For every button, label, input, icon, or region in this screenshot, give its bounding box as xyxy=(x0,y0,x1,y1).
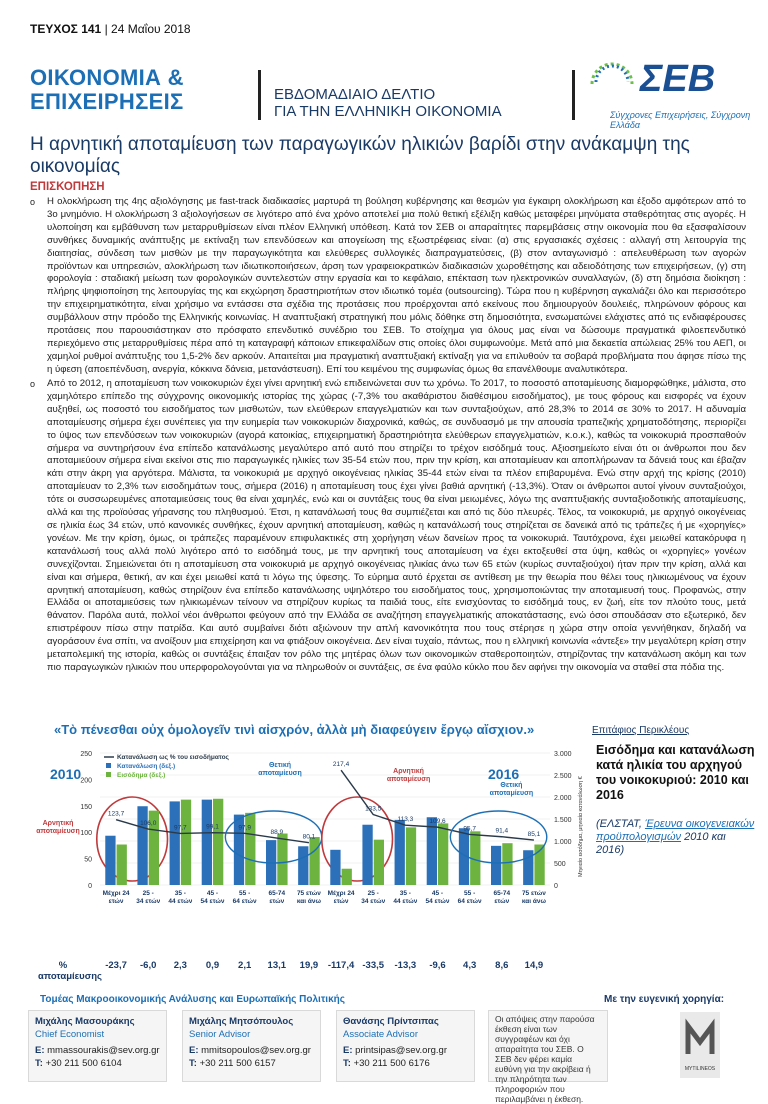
email-link[interactable]: mmitsopoulos@sev.org.gr xyxy=(201,1045,311,1056)
category-label: 75 ετών xyxy=(521,890,546,897)
consumption-pct-label: 109,6 xyxy=(429,818,446,826)
consumption-pct-label: 80,1 xyxy=(302,833,316,841)
income-bar xyxy=(502,843,512,885)
savings-pct-value: 14,9 xyxy=(524,960,544,971)
legend-label: Εισόδημα (δεξ.) xyxy=(117,772,166,779)
positive-savings-annotation: Θετική xyxy=(268,762,292,769)
category-label: 35 - xyxy=(399,890,411,897)
category-label: 45 - xyxy=(431,890,444,897)
legend-swatch xyxy=(106,763,111,768)
consumption-bar xyxy=(137,806,147,885)
savings-pct-value: -23,7 xyxy=(105,960,127,971)
category-label: και άνω xyxy=(296,898,321,905)
income-bar xyxy=(406,827,416,885)
category-label: ετών xyxy=(108,898,124,905)
category-label: 64 ετών xyxy=(457,898,482,905)
email-link[interactable]: printsipas@sev.org.gr xyxy=(355,1045,447,1056)
consumption-pct-label: 85,1 xyxy=(527,831,541,839)
left-axis-tick: 50 xyxy=(84,856,92,864)
consumption-pct-label: 123,7 xyxy=(107,810,125,818)
paragraph-1: o Η ολοκλήρωση της 4ης αξιολόγησης με fast-track διαδικασίες μαρτυρά τη βούληση κυβέρνησης και θεσμών για έγκαιρη ολοκλήρωση και έξοδο αμφότερων από το 3ο μνημόνιο. Η ολοκλήρωση 3 αξιολογήσεων σε λιγότερο από ένα χρόνο αποτελεί μια πολύ θετική εξέλιξη καθώς μεταφέρει μηνύματα σταθερότητας στις αγορές. Η υλοποίηση και εμβάθυνση των μεταρρυθμίσεων είναι πλέον Ελληνική υπόθεση. Κατά τον ΣΕΒ οι απαραίτητες παρεμβάσεις στην οικονομία που θα εξασφαλίσουν συνθήκες δυναμικής ανάπτυξης με εκτίναξη των επενδύσεων και απογείωση της εξωστρέφειας είναι: (α) στις εργασιακές σχέσεις : αλλαγή στη λειτουργία της διαιτησίας, σύνδεση των μισθών με την παραγωγικότητα και ελεύθερες συλλογικές διαπραγματεύσεις, (β) στον ανταγωνισμό : απελευθέρωση των αγορών προϊόντων και υπηρεσιών, αλοκλήρωση των ιδιωτικοποιήσεων, άρση των γραφειοκρατικών διαδικασιών χωροθέτησης και αδειοδότησης των επιχειρήσεων, (γ) στη φορολογία : σταδιακή μείωση των φορολογικών συντελεστών στην εργασία και το κεφάλαιο, επέκταση των ηλεκτρονικών συναλλαγών, (δ) στη δημόσια διοίκηση : πλήρης ψηφιοποίηση της λειτουργίας της και εκχώρηση δραστηριοτήτων στον ιδιωτικό τομέα (outsourcing). Τώρα που η κυβέρνηση αγκαλιάζει όλο και περισσότερο την επιχειρηματικότητα, είναι χρήσιμο να εντάσσει στα σχέδια της προτάσεις που προέρχονται από εκείνους που δημιουργούν δουλειές, πληρώνουν φόρους και συμβάλλουν στην πρόοδο της Ελληνικής κοινωνίας. Η αναπτυξιακή στρατηγική που μόλις δόθηκε στη δημοσιότητα, ενσωματώνει ελάχιστες από τις ενδιαφέρουσες προτάσεις που παρουσιάστηκαν στο πρόσφατο επενδυτικό συνέδριο του ΣΕΒ. Το στοίχημα για όλους μας είναι να δώσουμε πραγματικά φιλοεπενδυτικό περιεχόμενο στις μεταρρυθμίσεις πέρα από τη καταγραφή κάποιων επικεφαλίδων στις οποίες όλοι συμφωνούμε. Μετά από μια δεκαετία απώλειας 25% του ΑΕΠ, οι χαμηλοί ρυθμοί ανάπτυξης του 1,5-2% δεν αρκούν. Απαιτείται μια πραγματική αναπτυξιακή εκτίναξη για να επιλυθούν τα σοβαρά προβλήματα που άφησε πίσω της η ύφεση (αποεπένδυση, ανεργία, κόκκινα δάνεια, μετανάστευση). Επί του κειμένου της συμφωνίας όμως θα επανέλθουμε αναλυτικότερα. xyxy=(30,196,746,375)
section-heading: ΕΠΙΣΚΟΠΗΣΗ xyxy=(30,181,105,193)
sponsor-label: Με την ευγενική χορηγία: xyxy=(604,994,725,1005)
positive-savings-annotation: αποταμίευση xyxy=(489,790,534,797)
category-label: 25 - xyxy=(142,890,154,897)
left-axis-tick: 0 xyxy=(88,883,92,890)
savings-pct-value: -6,0 xyxy=(140,960,157,971)
masthead-title: ΟΙΚΟΝΟΜΙΑ & ΕΠΙΧΕΙΡΗΣΕΙΣ xyxy=(30,65,184,114)
consumption-bar xyxy=(330,850,340,885)
category-label: 75 ετών xyxy=(296,890,321,897)
savings-pct-value: -117,4 xyxy=(327,960,355,971)
category-label: 34 ετών xyxy=(361,898,386,905)
savings-pct-value: 2,1 xyxy=(238,960,252,971)
quote-text: «Τὸ πένεσθαι οὐχ ὁμολογεῖν τινὶ αἰσχρόν, ἀλλὰ μὴ διαφεύγειν ἔργῳ αἴσχιον.» xyxy=(54,722,535,737)
paragraph-2: o Από το 2012, η αποταμίευση των νοικοκυριών έχει γίνει αρνητική ενώ επιδεινώνεται συν τω χρόνω. Το 2017, το ποσοστό αποταμίευσης διαμορφώθηκε, μάλιστα, στο χαμηλότερο επίπεδο της σύγχρονης οικονομικής ιστορίας της χώρας (-7,3% του ακαθάριστου διαθέσιμου εισοδήματος), με τους φόρους και εισφορές να έχουν αυξηθεί, ως ποσοστό του εισοδήματος των μισθωτών, των ελεύθερων επαγγελματιών και των συνταξιούχων, από 28,3% το 2014 σε 30% το 2017. Η αδυναμία αποταμίευσης σήμερα έχει συνέπειες για την ευημερία των νοικοκυριών διαχρονικά, καθώς, σε συνδυασμό με την απουσία τραπεζικής χρηματοδότησης, περιορίζει το ύψος των επενδύσεων των νοικοκυριών (αγορά κατοικίας, επιχειρηματική δραστηριότητα ελεύθερων επαγγελματιών, κ.ο.κ.), καθώς τα νοικοκυριά προσπαθούν σήμερα να συντηρήσουν ένα επίπεδο κατανάλωσης μεγαλύτερο από αυτό που στηρίζει το τρέχον εισόδημά τους. Αξιοσημείωτο είναι ότι οι άνθρωποι που δεν αποταμιεύουν σήμερα είναι εκείνοι στις πιο παραγωγικές ηλικίες των 35-54 ετών που, πριν την κρίση, και αποταμίευαν και αποπλήρωναν τα δάνειά τους και έβαζαν κάτι στην άκρη για αργότερα. Μάλιστα, τα νοικοκυριά με αρχηγό οικογένειας ηλικίας 35-44 ετών είναι τα πλέον επιβαρυμένα. Ενώ στην αρχή της κρίσης (2010) αποταμίευαν το 2,3% των εισοδημάτων τους, σήμερα (2016) η αποταμίευση τους έχει γίνει βαθιά αρνητική (-13,3%). Όταν οι άνθρωποι αυτοί γίνουν συνταξιούχοι, τότε οι συσσωρευμένες αποταμιεύσεις τους θα είναι χαμηλές, ενώ και οι συντάξεις τους θα είναι μειωμένες, λόγω της αναπτυξιακής συνταξιοδοτικής αποταμίευσης, αλλά και της προϊούσας γήρανσης του πληθυσμού. Έτσι, η κατανάλωσή τους θα συμπιέζεται και από τις δύο πλευρές. Τέλος, τα νοικοκυριά, με αρχηγό οικογένειας σε ηλικία έως 34 ετών, υπό κανονικές συνθήκες, έχουν αρνητική αποταμίευση, καθώς η κατανάλωσή τους στηρίζεται σε δανεικά από τις τράπεζες ή με «χορηγίες» γονέων. Με την κρίση, όμως, οι τράπεζες παραμένουν επιφυλακτικές στη χορήγηση νέων δανείων προς τα νοικοκυριά. Ταυτόχρονα, έχει μειωθεί κατακόρυφα η κατανάλωσή τους αλλά πολύ λιγότερο από το εισόδημά τους, με την αρνητική τους αποταμίευση να έχει εκτοξευθεί στα ύψη, καθώς οι «χορηγίες» γονέων συνεχίζονται. Σημειώνεται ότι η αποταμίευση στα νοικοκυριά με αρχηγό οικογένειας ηλικίας άνω των 65 ετών (κυρίως συνταξιούχοι) ήταν πριν την κρίση, αλλά και είναι και σήμερα, θετική, αν και έχει μειωθεί κατά τι λόγω της ύφεσης. Το εύρημα αυτό έρχεται σε αντίθεση με την θεωρία που θέλει τους ηλικιωμένους να έχουν αρνητική αποταμίευση, καθώς στηρίζουν ένα επίπεδο κατανάλωσης υψηλότερο του εισοδήματος τους, χρησιμοποιώντας την αποταμιευσή τους. Προφανώς, στην Ελλάδα οι αποταμιεύσεις των ηλικιωμένων τείνουν να στηρίζουν κυρίως τα παιδιά τους, είτε ενισχύοντας το εισόδημά τους, εν ζωή, είτε τον πλούτο τους, μετά θάνατον. Παρόλα αυτά, πολλοί νέοι άνθρωποι φεύγουν από την Ελλάδα σε αναζήτηση επαγγελματικής αποκατάστασης, ενώ όσοι σπουδάσαν στο εξωτερικό, δεν επιστρέφουν πίσω στην πατρίδα. Και αυτό συμβαίνει διότι αξιώνουν την απλή κανονικότητα που τους στέρησε η χώρα στην οποία γεννήθηκαν, δηλαδή να αγοράσουν ένα σπίτι, να ανοίξουν μια επιχείρηση και να φτιάξουν οικογένεια. Δεν είναι τυχαίο, πάντως, που η ελληνική κοινωνία «άντεξε» την μεγαλύτερη κρίση στην μεταπολεμική της ιστορία, καθώς οι συντάξεις έπαιξαν τον ρόλο της μητέρας όλων των οικονομικών σταθεροποιητών, στηρίζοντας την κατανάλωση ακόμη και των πιο παραγωγικών ηλικιών που υπερφορολογούνται για να πληρωθούν οι συντάξεις, σε ένα φαύλο κύκλο που δεν αφήνει την οικονομία να σταθεί στα πόδια της. xyxy=(30,378,746,673)
negative-savings-annotation: αποταμίευση xyxy=(386,776,431,783)
category-label: 65-74 xyxy=(268,890,286,897)
category-label: ετών xyxy=(494,898,510,905)
income-consumption-chart xyxy=(30,741,590,953)
consumption-bar xyxy=(202,800,212,885)
right-axis-tick: 1.500 xyxy=(554,817,572,824)
savings-pct-value: 8,6 xyxy=(495,960,509,971)
contact-card: Θανάσης Πρίντσιπας Associate Advisor E: printsipas@sev.org.gr T: +30 211 500 6176 xyxy=(336,1010,475,1082)
sev-logo-name: ΣΕΒ xyxy=(640,58,716,100)
negative-savings-annotation: Αρνητική xyxy=(393,768,424,775)
income-bar xyxy=(342,869,352,885)
positive-savings-annotation: αποταμίευση xyxy=(258,770,302,777)
income-bar xyxy=(117,845,127,885)
income-bar xyxy=(277,834,287,885)
consumption-pct-label: 97,9 xyxy=(238,824,251,832)
negative-savings-annotation: αποταμίευση xyxy=(36,828,80,835)
chart-year-label: 2016 xyxy=(488,766,520,782)
savings-pct-value: 0,9 xyxy=(205,960,220,971)
income-bar xyxy=(374,840,384,885)
contact-card: Μιχάλης Μασουράκης Chief Economist E: mmassourakis@sev.org.gr T: +30 211 500 6104 xyxy=(28,1010,167,1082)
category-label: 35 - xyxy=(174,890,186,897)
income-bar xyxy=(213,799,223,885)
chart-year-label: 2010 xyxy=(50,766,82,782)
page-title: Η αρνητική αποταμίευση των παραγωγικών ηλικιών βαρίδι στην ανάκαμψη της οικονομίας xyxy=(30,134,690,177)
consumption-bar xyxy=(491,846,501,885)
category-label: 64 ετών xyxy=(232,898,257,905)
consumption-pct-label: 217,4 xyxy=(332,761,350,769)
left-axis-tick: 150 xyxy=(80,803,92,811)
masthead-divider xyxy=(258,70,261,120)
savings-pct-value: 13,1 xyxy=(267,960,287,971)
consumption-pct-label: 91,4 xyxy=(495,827,509,835)
source-link[interactable]: Έρευνα οικογενειακών προϋπολογισμών xyxy=(596,818,755,843)
savings-pct-value: 19,9 xyxy=(299,960,319,971)
category-label: ετών xyxy=(269,898,285,905)
negative-savings-annotation: Αρνητική xyxy=(42,820,74,827)
category-label: 55 - xyxy=(239,890,251,897)
right-axis-tick: 1.000 xyxy=(554,839,572,846)
chart-caption-source: (ΕΛΣΤΑΤ, Έρευνα οικογενειακών προϋπολογισμών 2010 και 2016) xyxy=(596,818,755,856)
legend-label: Κατανάλωση ως % του εισοδήματος xyxy=(117,754,229,761)
category-label: 44 ετών xyxy=(168,898,193,905)
savings-pct-value: -33,5 xyxy=(362,960,385,971)
right-axis-tick: 500 xyxy=(554,861,566,868)
consumption-bar xyxy=(362,825,372,885)
category-label: 34 ετών xyxy=(136,898,161,905)
mytilineos-logo-icon xyxy=(680,1012,720,1078)
category-label: Μέχρι 24 xyxy=(102,890,130,897)
masthead-subtitle: ΕΒΔΟΜΑΔΙΑΙΟ ΔΕΛΤΙΟ ΓΙΑ ΤΗΝ ΕΛΛΗΝΙΚΗ ΟΙΚΟΝΟΜΙΑ xyxy=(274,86,502,120)
category-label: 25 - xyxy=(367,890,379,897)
consumption-bar xyxy=(298,846,308,885)
consumption-pct-label: 95,7 xyxy=(463,825,476,833)
issue-line: ΤΕΥΧΟΣ 141 | 24 Μαΐου 2018 xyxy=(30,22,191,36)
svg-text:MYTILINEOS: MYTILINEOS xyxy=(684,1066,716,1072)
consumption-bar xyxy=(170,801,180,885)
consumption-pct-label: 88,9 xyxy=(270,829,284,837)
income-bar xyxy=(309,837,319,885)
consumption-bar xyxy=(395,820,405,885)
consumption-pct-label: 97,7 xyxy=(174,824,187,832)
legend-swatch xyxy=(106,772,111,777)
sev-tagline: Σύγχρονες Επιχειρήσεις, Σύγχρονη Ελλάδα xyxy=(610,110,751,130)
savings-pct-value: -9,6 xyxy=(429,960,446,971)
disclaimer: Οι απόψεις στην παρούσα έκθεση είναι των συγγραφέων και όχι απαραίτητα του ΣΕΒ. Ο ΣΕΒ δεν φέρει καμία ευθύνη για την ακρίβεια ή την πληρότητα των πληροφοριών που περιλαμβάνει η έκθεση. xyxy=(488,1010,608,1082)
chart-caption-title: Εισόδημα και κατανάλωση κατά ηλικία του αρχηγού του νοικοκυριού: 2010 και 2016 xyxy=(596,743,755,802)
category-label: ετών xyxy=(333,898,349,905)
consumption-pct-label: 106,0 xyxy=(140,820,157,828)
category-label: 45 - xyxy=(206,890,219,897)
category-label: 54 ετών xyxy=(200,898,225,905)
contact-card: Μιχάλης Μητσόπουλος Senior Advisor E: mmitsopoulos@sev.org.gr T: +30 211 500 6157 xyxy=(182,1010,321,1082)
right-axis-tick: 2.000 xyxy=(554,795,572,802)
legend-label: Κατανάλωση (δεξ.) xyxy=(117,763,176,770)
savings-label: % αποταμίευσης xyxy=(38,960,102,982)
consumption-bar xyxy=(105,836,115,885)
income-bar xyxy=(181,800,191,885)
masthead-divider xyxy=(572,70,575,120)
consumption-pct-label: 133,5 xyxy=(365,805,382,813)
left-axis-tick: 200 xyxy=(80,777,92,785)
positive-savings-annotation: Θετική xyxy=(500,782,523,789)
right-axis-tick: 2.500 xyxy=(554,773,572,780)
email-link[interactable]: mmassourakis@sev.org.gr xyxy=(47,1045,160,1056)
sev-logo-icon xyxy=(588,60,638,110)
savings-pct-value: 4,3 xyxy=(463,960,477,971)
quote-author-link[interactable]: Επιτάφιος Περικλέους xyxy=(592,725,690,736)
consumption-pct-label: 99,1 xyxy=(206,823,219,831)
savings-pct-value: -13,3 xyxy=(394,960,417,971)
category-label: 55 - xyxy=(464,890,476,897)
category-label: και άνω xyxy=(521,898,546,905)
category-label: Μέχρι 24 xyxy=(327,890,355,897)
category-label: 54 ετών xyxy=(425,898,450,905)
consumption-pct-label: 113,3 xyxy=(397,816,414,824)
right-axis-tick: 3.000 xyxy=(554,751,572,758)
right-axis-label: Μηνιαίο εισόδημα, μηνιαία κατανάλωση € xyxy=(578,776,584,877)
left-axis-tick: 100 xyxy=(80,830,92,838)
category-label: 65-74 xyxy=(493,890,511,897)
income-bar xyxy=(438,823,448,885)
footer-unit: Τομέας Μακροοικονομικής Ανάλυσης και Ευρωπαϊκής Πολιτικής xyxy=(40,994,345,1005)
savings-pct-value: 2,3 xyxy=(173,960,187,971)
category-label: 44 ετών xyxy=(393,898,418,905)
right-axis-tick: 0 xyxy=(554,883,558,890)
left-axis-tick: 250 xyxy=(80,751,92,758)
